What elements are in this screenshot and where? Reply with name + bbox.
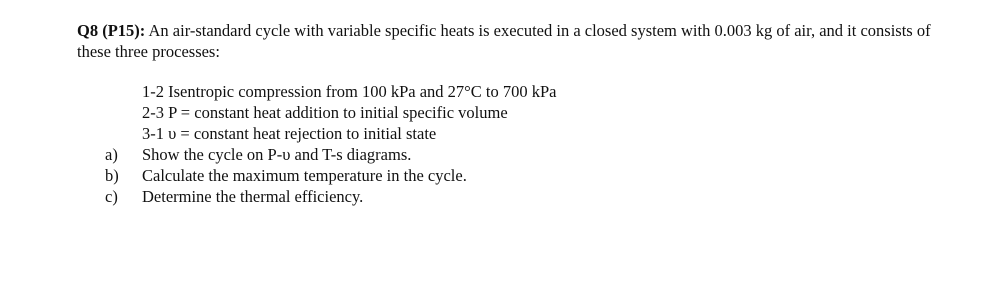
question-document bbox=[77, 20, 967, 207]
process-3-1: 3-1 υ = constant heat rejection to initial state bbox=[142, 124, 437, 143]
task-text: Calculate the maximum temperature in the cycle. bbox=[142, 166, 467, 185]
process-list bbox=[142, 81, 967, 144]
task-letter: c) bbox=[105, 187, 118, 206]
process-2-3: 2-3 P = constant heat addition to initial specific volume bbox=[142, 103, 508, 122]
question-label: Q8 (P15): bbox=[77, 21, 146, 40]
task-item-b bbox=[105, 165, 967, 186]
task-list bbox=[105, 144, 967, 207]
task-text: Determine the thermal efficiency. bbox=[142, 187, 364, 206]
process-1-2: 1-2 Isentropic compression from 100 kPa and 27°C to 700 kPa bbox=[142, 82, 557, 101]
task-letter: b) bbox=[105, 166, 119, 185]
task-letter: a) bbox=[105, 145, 118, 164]
question-paragraph bbox=[77, 20, 967, 62]
task-item-c bbox=[105, 186, 967, 207]
task-text: Show the cycle on P-υ and T-s diagrams. bbox=[142, 145, 412, 164]
task-item-a bbox=[105, 144, 967, 165]
question-text: An air-standard cycle with variable specific heats is executed in a closed system with 0.003 kg of air, and it consists of these three processes: bbox=[77, 21, 931, 61]
